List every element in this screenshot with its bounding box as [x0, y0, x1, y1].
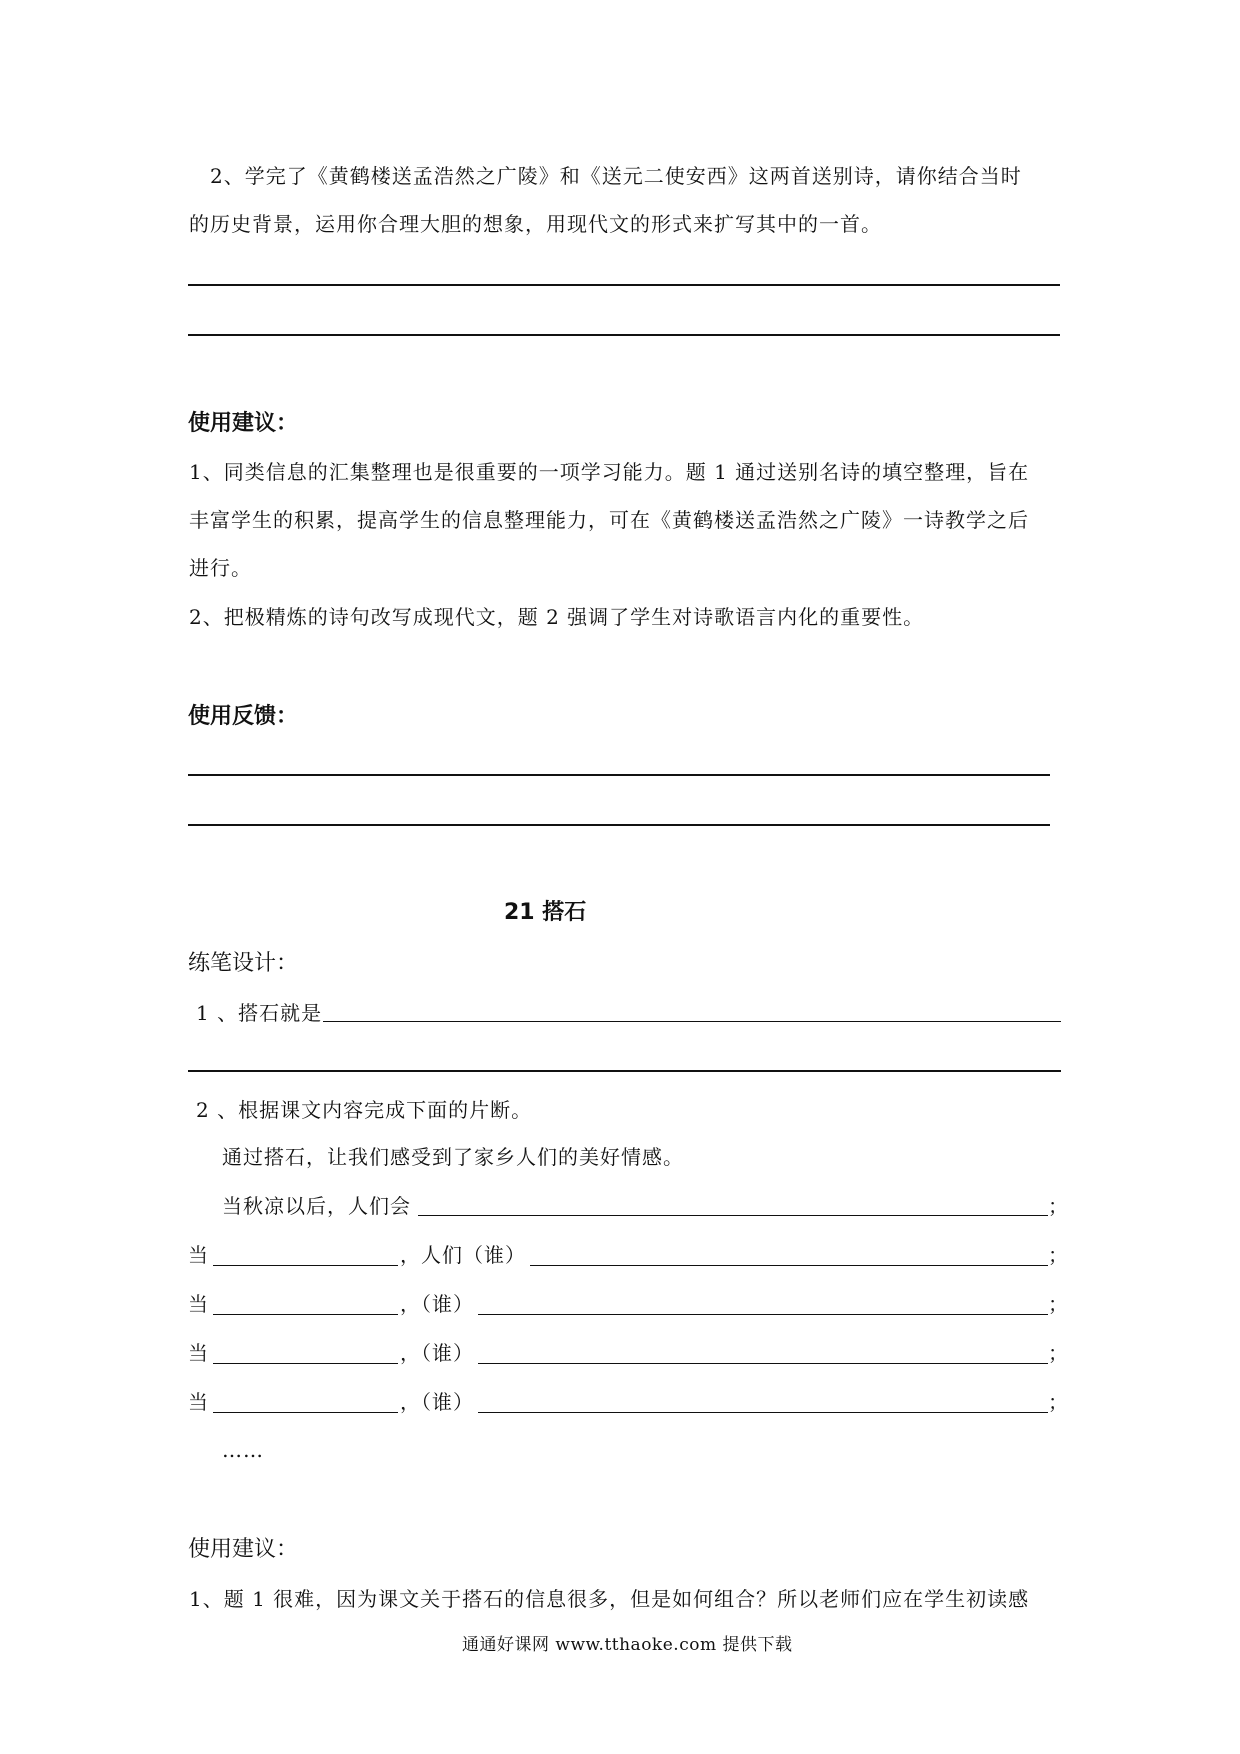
section-heading: 使用建议：	[188, 411, 299, 436]
q2-line1: 2、学完了《黄鹤楼送孟浩然之广陵》和《送元二使安西》这两首送别诗，请你结合当时	[210, 164, 1022, 188]
when-label: 当	[188, 1243, 209, 1267]
fill-blank[interactable]	[478, 1363, 1048, 1364]
lesson-title: 21 搭石	[504, 900, 587, 925]
fill-blank[interactable]	[478, 1412, 1048, 1413]
section-heading: 练笔设计：	[188, 951, 299, 976]
ellipsis: ……	[222, 1438, 264, 1462]
semicolon: ；	[1048, 1194, 1069, 1218]
suggestion-text: 2、把极精炼的诗句改写成现代文，题 2 强调了学生对诗歌语言内化的重要性。	[189, 605, 925, 629]
answer-line[interactable]	[188, 284, 1060, 286]
q2-intro: 2 、根据课文内容完成下面的片断。	[196, 1098, 533, 1122]
semicolon: ；	[1048, 1292, 1069, 1316]
when-label: 当	[188, 1390, 209, 1414]
autumn-prefix: 当秋凉以后，人们会	[222, 1194, 411, 1218]
semicolon: ；	[1048, 1341, 1069, 1365]
fill-blank[interactable]	[418, 1215, 1048, 1216]
who-label: ，（谁）	[400, 1390, 474, 1414]
fill-blank[interactable]	[213, 1363, 398, 1364]
suggestion-text: 进行。	[189, 556, 252, 580]
suggestion-text: 丰富学生的积累，提高学生的信息整理能力，可在《黄鹤楼送孟浩然之广陵》一诗教学之后	[189, 508, 1029, 532]
answer-line[interactable]	[188, 1070, 1061, 1072]
q2-line2: 的历史背景，运用你合理大胆的想象，用现代文的形式来扩写其中的一首。	[189, 212, 882, 236]
when-label: 当	[188, 1341, 209, 1365]
who-label: ，（谁）	[400, 1341, 474, 1365]
when-label: 当	[188, 1292, 209, 1316]
fill-blank[interactable]	[530, 1265, 1048, 1266]
feedback-line[interactable]	[188, 824, 1050, 826]
footer-text: 通通好课网 www.tthaoke.com 提供下载	[462, 1635, 793, 1655]
fill-blank[interactable]	[478, 1314, 1048, 1315]
who-label: ，（谁）	[400, 1292, 474, 1316]
people-who-label: ，人们（谁）	[400, 1243, 526, 1267]
feedback-line[interactable]	[188, 774, 1050, 776]
suggestion-text: 1、同类信息的汇集整理也是很重要的一项学习能力。题 1 通过送别名诗的填空整理，旨在	[189, 460, 1030, 484]
section-heading: 使用建议：	[188, 1537, 299, 1562]
section-heading: 使用反馈：	[188, 704, 299, 729]
fill-blank[interactable]	[213, 1314, 398, 1315]
q2-sentence: 通过搭石，让我们感受到了家乡人们的美好情感。	[222, 1145, 684, 1169]
q1-prefix: 1 、搭石就是	[196, 1001, 323, 1025]
fill-blank[interactable]	[213, 1265, 398, 1266]
semicolon: ；	[1048, 1243, 1069, 1267]
suggestion-text: 1、题 1 很难，因为课文关于搭石的信息很多，但是如何组合？所以老师们应在学生初读感	[189, 1587, 1030, 1611]
semicolon: ；	[1048, 1390, 1069, 1414]
fill-blank[interactable]	[213, 1412, 398, 1413]
fill-blank[interactable]	[323, 1021, 1061, 1022]
answer-line[interactable]	[188, 334, 1060, 336]
